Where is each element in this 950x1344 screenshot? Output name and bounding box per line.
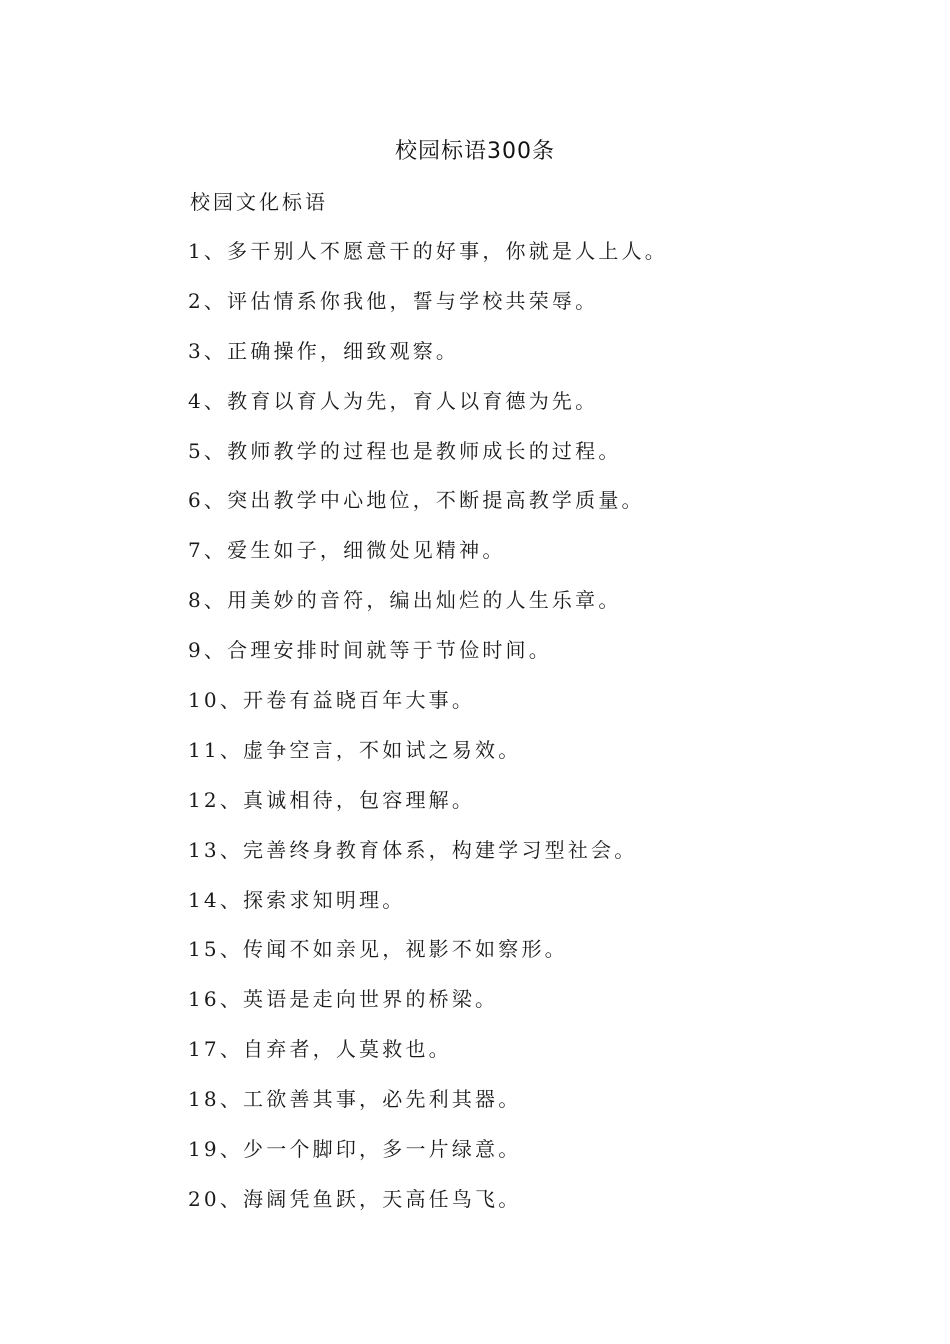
slogan-item: 20、海阔凭鱼跃，天高任鸟飞。 [188, 1186, 522, 1211]
slogan-item: 7、爱生如子，细微处见精神。 [188, 538, 506, 563]
slogan-item: 17、自弃者，人莫救也。 [188, 1037, 452, 1062]
slogan-item: 10、开卷有益晓百年大事。 [188, 688, 476, 713]
slogan-item: 1、多干别人不愿意干的好事，你就是人上人。 [188, 239, 668, 263]
slogan-item: 14、探索求知明理。 [188, 887, 406, 912]
section-heading: 校园文化标语 [190, 190, 328, 214]
slogan-item: 16、英语是走向世界的桥梁。 [188, 987, 499, 1012]
slogan-item: 3、正确操作，细致观察。 [188, 338, 460, 363]
slogan-list [188, 236, 668, 1234]
slogan-item: 9、合理安排时间就等于节俭时间。 [188, 638, 552, 663]
slogan-item: 18、工欲善其事，必先利其器。 [188, 1087, 522, 1112]
slogan-item: 8、用美妙的音符，编出灿烂的人生乐章。 [188, 588, 622, 613]
slogan-item: 19、少一个脚印，多一片绿意。 [188, 1137, 522, 1162]
slogan-item: 13、完善终身教育体系，构建学习型社会。 [188, 837, 638, 862]
slogan-item: 15、传闻不如亲见，视影不如察形。 [188, 937, 568, 962]
slogan-item: 5、教师教学的过程也是教师成长的过程。 [188, 438, 622, 463]
slogan-item: 6、突出教学中心地位，不断提高教学质量。 [188, 488, 645, 513]
slogan-item: 2、评估情系你我他，誓与学校共荣辱。 [188, 288, 599, 313]
document-title: 校园标语300条 [395, 139, 555, 164]
slogan-item: 12、真诚相待，包容理解。 [188, 787, 476, 812]
slogan-item: 4、教育以育人为先，育人以育德为先。 [188, 388, 599, 413]
slogan-item: 11、虚争空言，不如试之易效。 [188, 737, 522, 762]
